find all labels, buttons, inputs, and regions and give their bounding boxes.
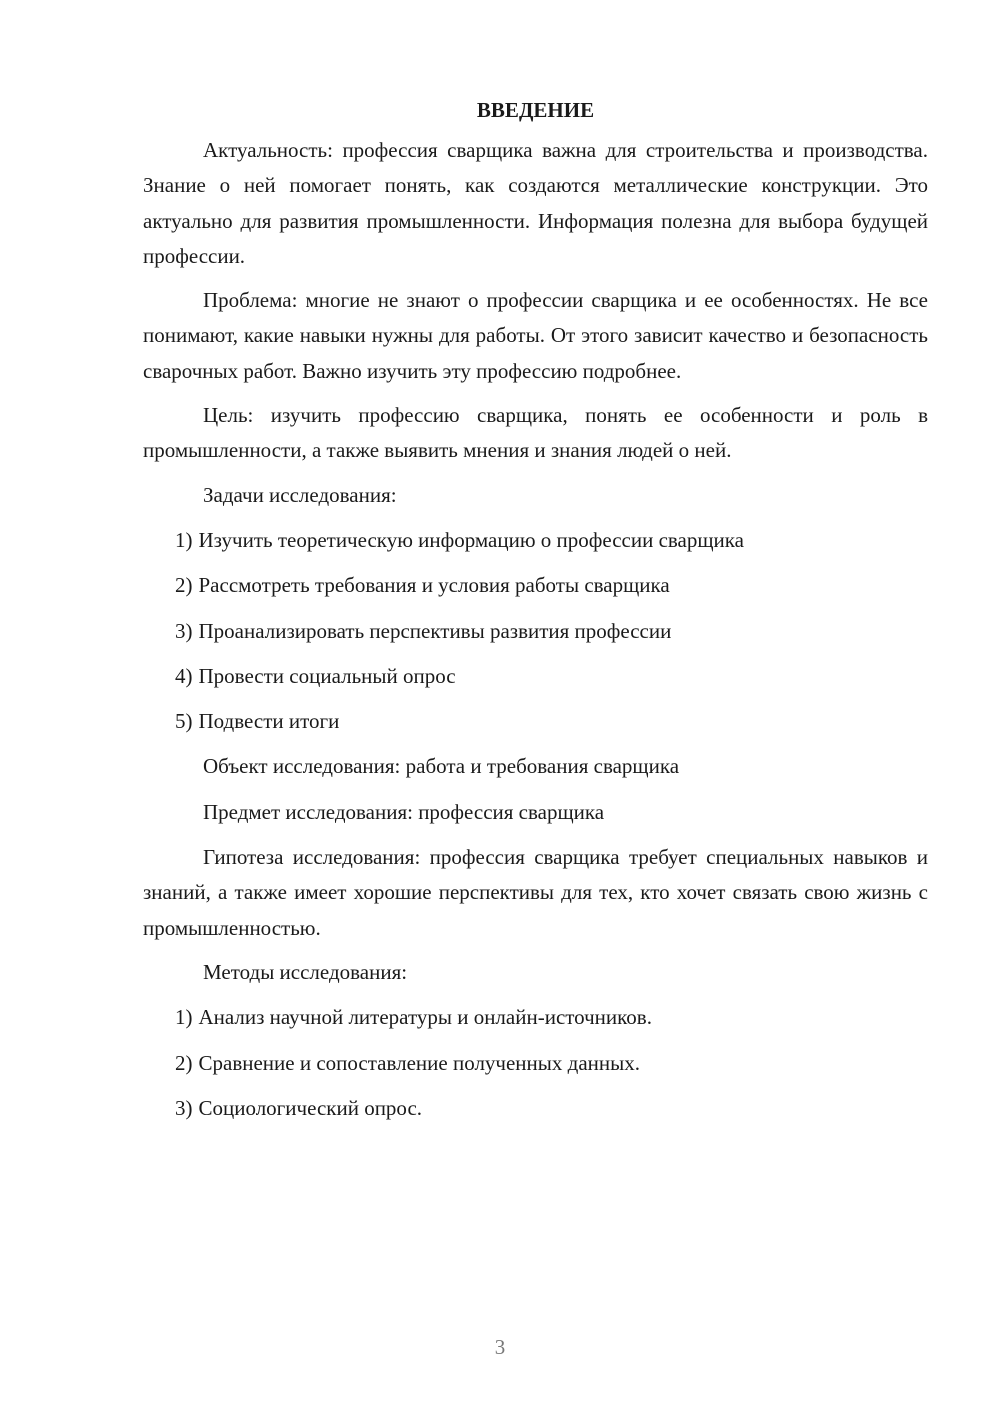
list-item [143,614,928,649]
list-item-text: Социологический опрос. [198,1095,423,1120]
subject-paragraph: Предмет исследования: профессия сварщика [203,799,605,824]
list-item-number: 1) [175,1005,193,1030]
list-item-text: Провести социальный опрос [198,663,456,688]
list-item-text: Рассмотреть требования и условия работы сварщика [198,573,670,598]
list-item-text: Анализ научной литературы и онлайн-источников. [198,1005,652,1030]
list-item-number: 1) [175,527,193,552]
list-item-text: Изучить теоретическую информацию о профессии сварщика [198,527,744,552]
tasks-list [143,523,928,739]
object-paragraph: Объект исследования: работа и требования сварщика [203,754,680,779]
problem-paragraph: Проблема: многие не знают о профессии сварщика и ее особенностях. Не все понимают, какие навыки нужны для работы. От этого зависит качество и безопасность сварочных работ. Важно изучить эту профессию подробнее. [143,288,928,383]
list-item-text: Подвести итоги [198,709,340,734]
list-item-text: Сравнение и сопоставление полученных данных. [198,1050,640,1075]
methods-list [143,1000,928,1126]
hypothesis-paragraph: Гипотеза исследования: профессия сварщика требует специальных навыков и знаний, а также имеет хорошие перспективы для тех, кто хочет связать свою жизнь с промышленностью. [143,845,928,940]
list-item [143,568,928,603]
list-item-number: 4) [175,663,193,688]
goal-paragraph: Цель: изучить профессию сварщика, понять ее особенности и роль в промышленности, а также выявить мнения и знания людей о ней. [143,403,928,463]
list-item [143,1046,928,1081]
list-item [143,1000,928,1035]
tasks-heading: Задачи исследования: [203,482,397,507]
page-number: 3 [494,1335,506,1359]
list-item [143,1091,928,1126]
list-item-text: Проанализировать перспективы развития профессии [198,618,672,643]
document-body [143,92,928,1136]
relevance-paragraph: Актуальность: профессия сварщика важна для строительства и производства. Знание о ней помогает понять, как создаются металлические конструкции. Это актуально для развития промышленности. Информация полезна для выбора будущей профессии. [143,138,928,268]
methods-heading: Методы исследования: [203,959,408,984]
list-item-number: 5) [175,709,193,734]
list-item-number: 2) [175,573,193,598]
list-item-number: 3) [175,1095,193,1120]
list-item-number: 3) [175,618,193,643]
list-item [143,704,928,739]
list-item-number: 2) [175,1050,193,1075]
section-title: ВВЕДЕНИЕ [476,98,595,122]
list-item [143,523,928,558]
list-item [143,659,928,694]
